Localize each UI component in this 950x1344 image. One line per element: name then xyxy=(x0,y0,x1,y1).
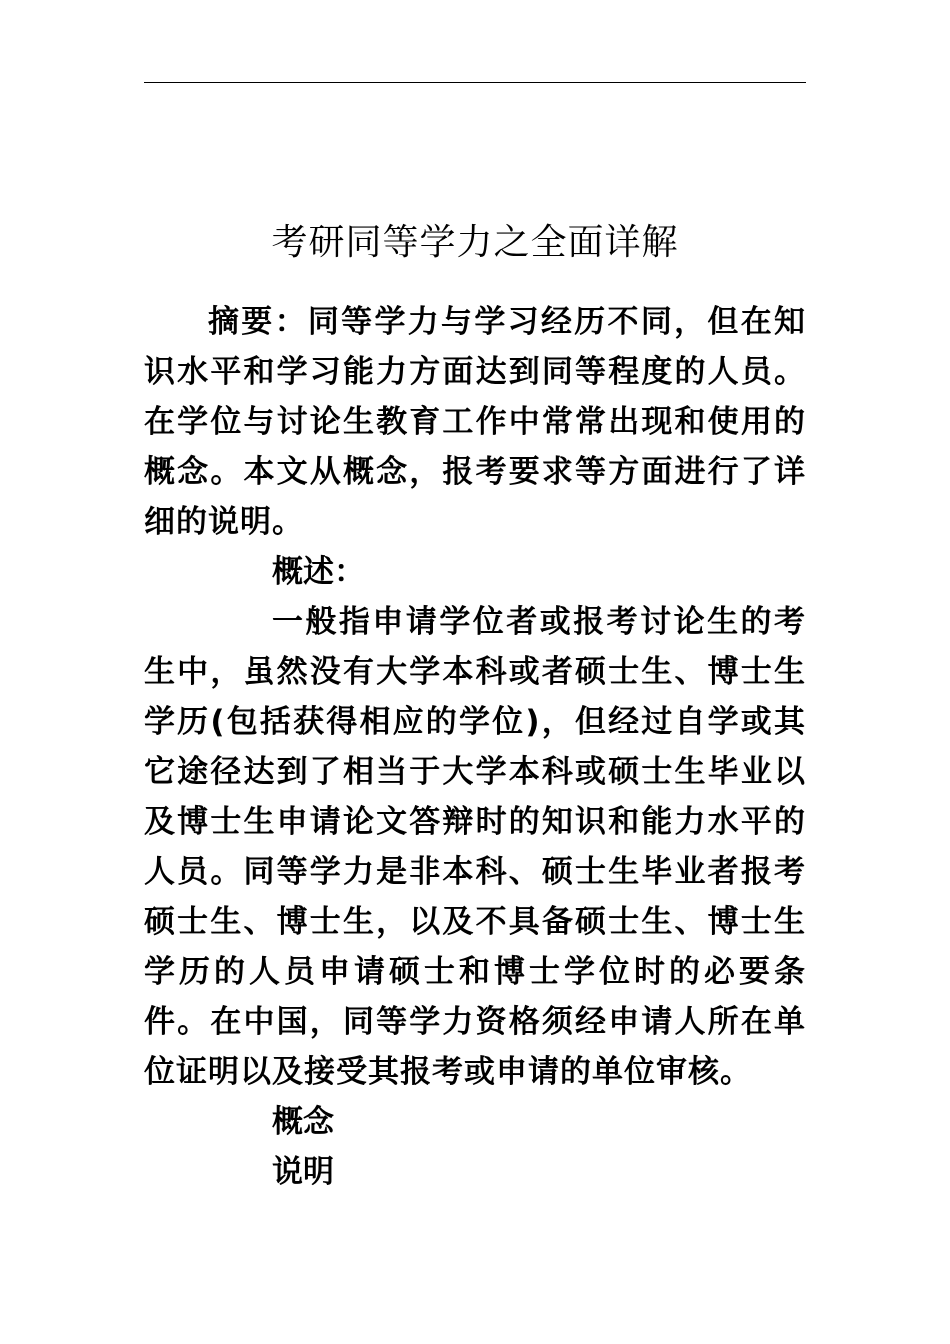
abstract-paragraph: 摘要：同等学力与学习经历不同，但在知识水平和学习能力方面达到同等程度的人员。在学位与讨论生教育工作中常常出现和使用的概念。本文从概念，报考要求等方面进行了详细的说明。 xyxy=(144,304,806,540)
document-body xyxy=(144,216,806,1197)
overview-paragraph: 一般指申请学位者或报考讨论生的考生中，虽然没有大学本科或者硕士生、博士生学历(包括获得相应的学位)，但经过自学或其它途径达到了相当于大学本科或硕士生毕业以及博士生申请论文答辩时的知识和能力水平的人员。同等学力是非本科、硕士生毕业者报考硕士生、博士生，以及不具备硕士生、博士生学历的人员申请硕士和博士学位时的必要条件。在中国，同等学力资格须经申请人所在单位证明以及接受其报考或申请的单位审核。 xyxy=(144,604,806,1090)
overview-heading: 概述： xyxy=(272,554,365,590)
document-title: 考研同等学力之全面详解 xyxy=(271,222,679,263)
explanation-heading: 说明 xyxy=(272,1154,334,1190)
concept-heading: 概念 xyxy=(272,1104,334,1140)
header-rule xyxy=(144,82,806,83)
